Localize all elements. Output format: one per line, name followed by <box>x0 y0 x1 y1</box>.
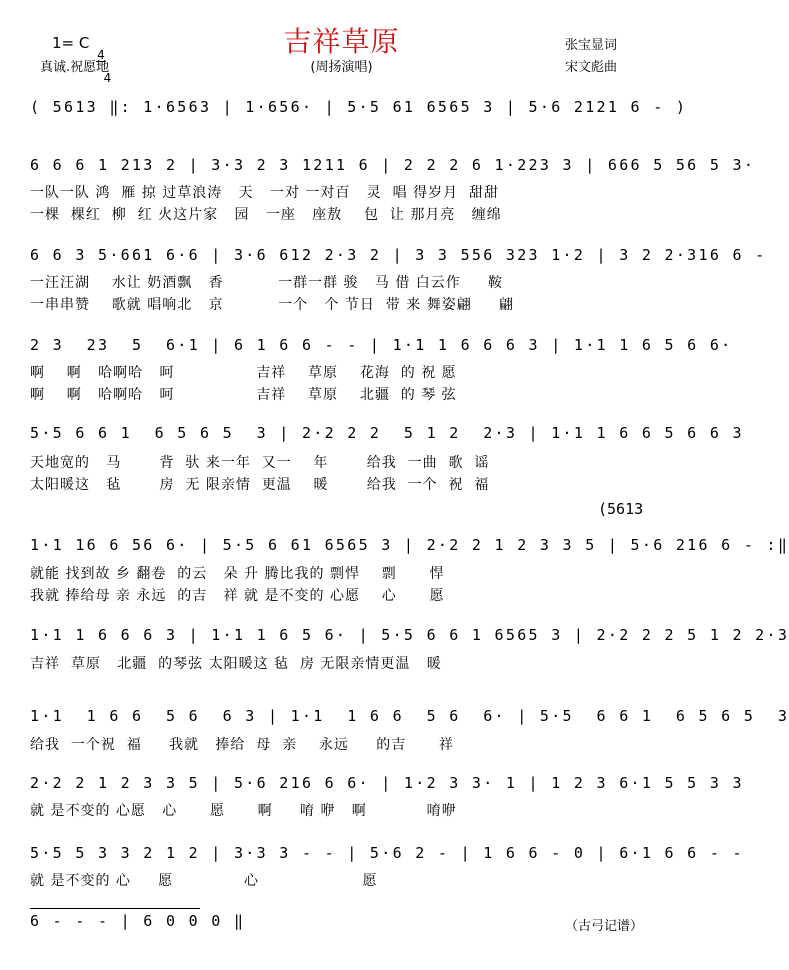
score-row: 1·1 16 6 56 6· | 5·5 6 61 6565 3 | 2·2 2 1 2 3 3 5 | 5·6 216 6 - :‖ <box>30 536 789 554</box>
pickup-notes: (5613 <box>598 500 644 518</box>
lyric-line: 给我 一个祝 福 我就 捧给 母 亲 永远 的吉 祥 <box>30 737 454 753</box>
lyric-line: 啊 啊 哈啊哈 呵 吉祥 草原 北疆 的 琴 弦 <box>30 387 457 403</box>
score-row: 2 3 23 5 6·1 | 6 1 6 6 - - | 1·1 1 6 6 6 3 | 1·1 1 6 5 6 6· <box>30 336 733 354</box>
song-title: 吉祥草原 <box>283 25 400 58</box>
score-row: 6 6 3 5·661 6·6 | 3·6 612 2·3 2 | 3 3 556 323 1·2 | 3 2 2·316 6 - <box>30 246 767 264</box>
lyric-line: 就能 找到故 乡 翻卷 的云 朵 升 腾比我的 剽悍 剽 悍 <box>30 566 445 582</box>
lyric-line: 啊 啊 哈啊哈 呵 吉祥 草原 花海 的 祝 愿 <box>30 365 457 381</box>
score-row: 5·5 5 3 3 2 1 2 | 3·3 3 - - | 5·6 2 - | 1 6 6 - 0 | 6·1 6 6 - - <box>30 844 744 862</box>
final-score-row: 6 - - - | 6 0 0 0 ‖ <box>30 912 246 930</box>
lyric-line: 就 是不变的 心愿 心 愿 啊 唷 咿 啊 唷咿 <box>30 803 457 819</box>
lyric-line: 我就 捧给母 亲 永远 的吉 祥 就 是不变的 心愿 心 愿 <box>30 588 445 604</box>
score-row: 2·2 2 1 2 3 3 5 | 5·6 216 6 6· | 1·2 3 3· 1 | 1 2 3 6·1 5 5 3 3 <box>30 774 744 792</box>
lyricist-credit: 张宝显词 <box>565 38 618 53</box>
time-signature-bottom: 4 <box>103 71 112 85</box>
score-row: 1·1 1 6 6 5 6 6 3 | 1·1 1 6 6 5 6 6· | 5·5 6 6 1 6 5 6 5 3 <box>30 707 789 725</box>
composer-credit: 宋文彪曲 <box>565 60 618 75</box>
performance-direction: 真诚.祝愿地 <box>40 60 110 75</box>
lyric-line: 太阳暖这 毡 房 无 限亲情 更温 暖 给我 一个 祝 福 <box>30 477 490 493</box>
transcriber-credit: （古弓记谱） <box>565 919 644 934</box>
score-row: ( 5613 ‖: 1·6563 | 1·656· | 5·5 61 6565 3 | 5·6 2121 6 - ) <box>30 98 688 116</box>
lyric-line: 一棵 棵红 柳 红 火这片家 园 一座 座敖 包 让 那月亮 缠绵 <box>30 207 502 223</box>
score-row: 6 6 6 1 213 2 | 3·3 2 3 1211 6 | 2 2 2 6 1·223 3 | 666 5 56 5 3· <box>30 156 756 174</box>
lyric-line: 一队一队 鸿 雁 掠 过草浪涛 天 一对 一对百 灵 唱 得岁月 甜甜 <box>30 185 500 201</box>
lyric-line: 一串串赞 歌就 唱响北 京 一个 个 节日 带 来 舞姿翩 翩 <box>30 297 514 313</box>
lyric-line: 一汪汪湖 水让 奶酒飘 香 一群一群 骏 马 借 白云作 鞍 <box>30 275 504 291</box>
score-row: 1·1 1 6 6 6 3 | 1·1 1 6 5 6· | 5·5 6 6 1 6565 3 | 2·2 2 2 5 1 2 2·3 <box>30 626 789 644</box>
lyric-line: 天地宽的 马 背 驮 来一年 又一 年 给我 一曲 歌 谣 <box>30 455 490 471</box>
score-row: 5·5 6 6 1 6 5 6 5 3 | 2·2 2 2 5 1 2 2·3 | 1·1 1 6 6 5 6 6 3 <box>30 424 744 442</box>
lyric-line: 吉祥 草原 北疆 的琴弦 太阳暖这 毡 房 无限亲情更温 暖 <box>30 656 442 672</box>
time-signature-top: 4 <box>97 48 105 62</box>
lyric-line: 就 是不变的 心 愿 心 愿 <box>30 873 378 889</box>
final-row-divider <box>30 908 200 909</box>
key-signature: 1= C <box>52 34 90 52</box>
singer-credit: (周扬演唱) <box>310 60 373 75</box>
